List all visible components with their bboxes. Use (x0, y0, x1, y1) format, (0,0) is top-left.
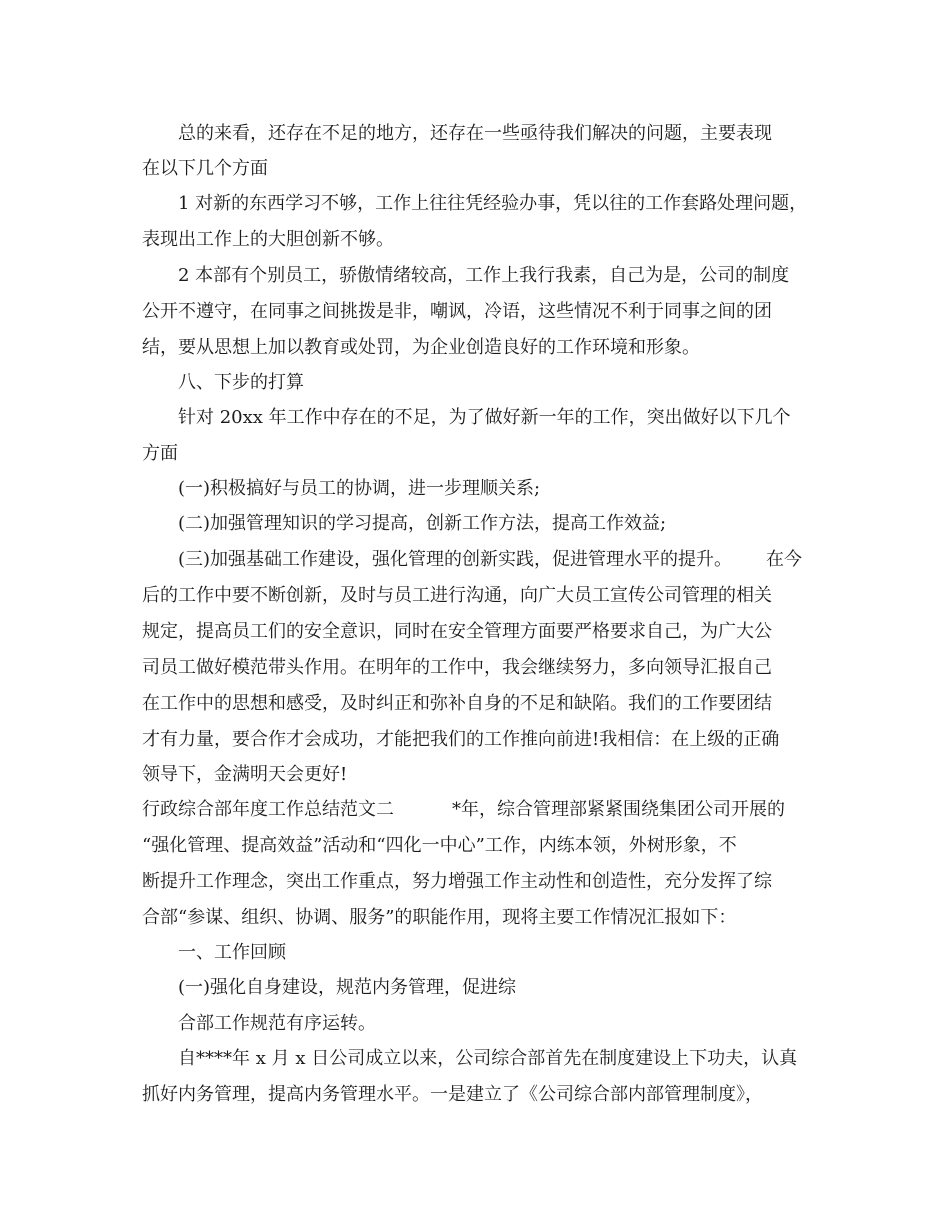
text-segment: (三)加强基础工作建设，强化管理的创新实践，促进管理水平的提升。 (178, 549, 733, 570)
section-heading: 八、下步的打算 (178, 372, 304, 393)
text-line: 方面 (142, 443, 178, 464)
document-title: 行政综合部年度工作总结范文二 (142, 799, 394, 820)
text-line: 规定，提高员工们的安全意识，同时在安全管理方面要严格要求自己，为广大公 (142, 621, 772, 642)
text-line: (一)积极搞好与员工的协调，进一步理顺关系; (178, 478, 541, 499)
text-line: 合部“参谋、组织、协调、服务”的职能作用，现将主要工作情况汇报如下： (142, 907, 737, 928)
text-line: 断提升工作理念，突出工作重点，努力增强工作主动性和创造性，充分发挥了综 (142, 871, 772, 892)
text-line (178, 549, 802, 571)
text-line: 后的工作中要不断创新，及时与员工进行沟通，向广大员工宣传公司管理的相关 (142, 585, 772, 606)
text-line: 1 对新的东西学习不够，工作上往往凭经验办事，凭以往的工作套路处理问题， (178, 193, 808, 214)
text-line: 总的来看，还存在不足的地方，还存在一些亟待我们解决的问题，主要表现 (178, 123, 772, 144)
document-title-line (142, 799, 785, 821)
section-heading: 一、工作回顾 (178, 942, 286, 963)
text-line: 自****年 x 月 x 日公司成立以来，公司综合部首先在制度建设上下功夫，认真 (178, 1048, 798, 1069)
text-line: 结，要从思想上加以教育或处罚，为企业创造良好的工作环境和形象。 (142, 337, 700, 358)
text-line: (一)强化自身建设，规范内务管理，促进综 (178, 977, 517, 998)
text-line: 领导下，金满明天会更好! (142, 764, 348, 785)
text-line: 针对 20xx 年工作中存在的不足，为了做好新一年的工作，突出做好以下几个 (178, 407, 791, 428)
text-line: 在工作中的思想和感受，及时纠正和弥补自身的不足和缺陷。我们的工作要团结 (142, 693, 772, 714)
text-segment: *年，综合管理部紧紧围绕集团公司开展的 (452, 799, 785, 820)
text-line: 公开不遵守，在同事之间挑拨是非，嘲讽，冷语，这些情况不利于同事之间的团 (142, 301, 772, 322)
text-line: “强化管理、提高效益”活动和“四化一中心”工作，内练本领，外树形象，不 (142, 835, 737, 856)
text-line: (二)加强管理知识的学习提高，创新工作方法，提高工作效益; (178, 513, 667, 534)
text-segment: 在今 (766, 549, 803, 570)
text-line: 抓好内务管理，提高内务管理水平。一是建立了《公司综合部内部管理制度》， (142, 1084, 763, 1105)
text-line: 合部工作规范有序运转。 (178, 1013, 376, 1034)
text-line: 司员工做好模范带头作用。在明年的工作中，我会继续努力，多向领导汇报自己 (142, 657, 772, 678)
text-line: 在以下几个方面 (142, 158, 268, 179)
text-line: 表现出工作上的大胆创新不够。 (142, 229, 394, 250)
text-line: 2 本部有个别员工，骄傲情绪较高，工作上我行我素，自己为是，公司的制度 (178, 265, 790, 286)
text-line: 才有力量，要合作才会成功，才能把我们的工作推向前进!我相信：在上级的正确 (142, 729, 780, 750)
